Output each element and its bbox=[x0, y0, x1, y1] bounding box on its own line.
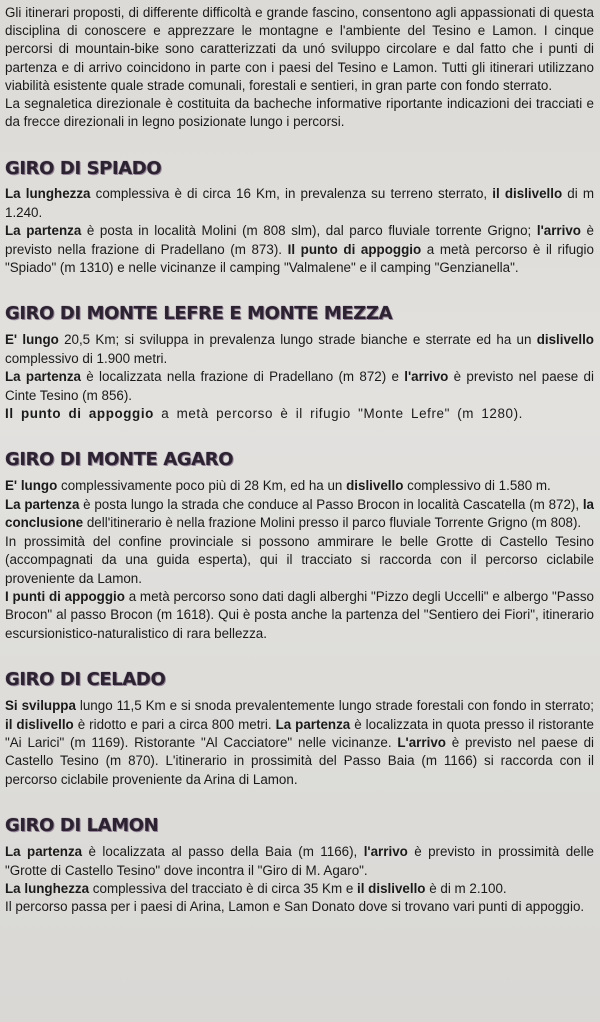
label: La lunghezza bbox=[5, 880, 90, 896]
text: complessivo di 1.580 m. bbox=[403, 478, 551, 494]
text: è di m 2.100. bbox=[425, 880, 507, 896]
text: è posta lungo la strada che conduce al Passo Brocon in località Cascatella (m 872), bbox=[79, 496, 583, 512]
label: il dislivello bbox=[492, 186, 563, 202]
text: complessiva è di circa 16 Km, in prevalenza su terreno sterrato, bbox=[90, 186, 493, 202]
lamon-length-paragraph bbox=[5, 880, 594, 898]
lefre-start-paragraph bbox=[5, 368, 594, 405]
section-lefre bbox=[5, 303, 594, 423]
label: il dislivello bbox=[5, 716, 74, 732]
text: complessiva del tracciato è di circa 35 Km e bbox=[89, 880, 358, 896]
section-celado bbox=[5, 669, 594, 789]
label: Il punto di appoggio bbox=[5, 406, 154, 422]
label: La partenza bbox=[5, 369, 81, 385]
label: L'arrivo bbox=[397, 734, 446, 750]
text: a metà percorso sono dati dagli alberghi "Pizzo degli Uccelli" e albergo "Passo Brocon" al passo Brocon (m 1618). Qui è posta anche la partenza del "Sentiero dei Fiori", itinerario escursionistico-naturalistico di rara bellezza. bbox=[5, 588, 594, 641]
intro-text: Gli itinerari proposti, di differente difficoltà e grande fascino, consentono agli appassionati di questa disciplina di conoscere e apprezzare le montagne e l'ambiente del Tesino e Lamon. I cinque percorsi di mountain-bike sono caratterizzati da unó sviluppo circolare e dal fatto che i punti di partenza e di arrivo coincidono in parte con i paesi del Tesino e Lamon. Tutti gli itinerari utilizzano viabilità esistente quale strade comunali, forestali e sentieri, in gran parte con fondo sterrato. bbox=[5, 5, 594, 93]
label: Il punto di appoggio bbox=[287, 241, 422, 257]
section-title-lefre: GIRO DI MONTE LEFRE E MONTE MEZZA bbox=[5, 303, 393, 325]
signage-text: La segnaletica direzionale è costituita da bacheche informative riportante indicazioni dei tracciati e da frecce direzionali in legno posizionate lungo i percorsi. bbox=[5, 96, 594, 130]
label: La partenza bbox=[5, 844, 83, 860]
text: è previsto in prossimità delle "Grotte di Castello Tesino" dove incontra il "Giro di M. Agaro". bbox=[5, 844, 594, 878]
agaro-caves-paragraph: In prossimità del confine provinciale si possono ammirare le belle Grotte di Castello Tesino (accompagnati da una guida esperta), qui il tracciato si raccorda con il percorso ciclabile proveniente da Lamon. bbox=[5, 533, 594, 586]
text: è localizzata al passo della Baia (m 1166), bbox=[82, 844, 364, 860]
text: è previsto nel paese di Castello Tesino (m 870). L'itinerario in prossimità del Passo Baia (m 1166) si raccorda con il percorso ciclabile proveniente da Arina di Lamon. bbox=[5, 734, 594, 787]
label: l'arrivo bbox=[536, 223, 581, 239]
lamon-start-paragraph bbox=[5, 843, 594, 880]
label: La lunghezza bbox=[5, 186, 91, 202]
text: lungo 11,5 Km e si snoda prevalentemente lungo strade forestali con fondo in sterrato; bbox=[75, 698, 595, 714]
text: a metà percorso è il rifugio "Monte Lefre" (m 1280). bbox=[153, 406, 523, 422]
agaro-start-paragraph bbox=[5, 496, 594, 533]
label: La partenza bbox=[275, 716, 351, 732]
text: è localizzata in quota presso il ristorante "Ai Larici" (m 1169). Ristorante "Al Cacciatore" nelle vicinanze. bbox=[5, 716, 594, 750]
text: complessivamente poco più di 28 Km, ed ha un bbox=[57, 478, 347, 494]
spiado-start-paragraph bbox=[5, 222, 594, 277]
text: è ridotto e pari a circa 800 metri. bbox=[73, 716, 276, 732]
section-spiado bbox=[5, 158, 594, 277]
label: il dislivello bbox=[357, 880, 426, 896]
text: di m 1.240. bbox=[5, 186, 595, 220]
label: dislivello bbox=[346, 478, 404, 494]
section-lamon bbox=[5, 815, 594, 917]
text: è posta in località Molini (m 808 slm), dal parco fluviale torrente Grigno; bbox=[81, 223, 537, 239]
label: l'arrivo bbox=[363, 844, 408, 860]
text: dell'itinerario è nella frazione Molini presso il parco fluviale Torrente Grigno (m 808). bbox=[83, 515, 582, 531]
label: E' lungo bbox=[5, 478, 58, 494]
text: è localizzata nella frazione di Pradellano (m 872) e bbox=[81, 369, 405, 385]
celado-paragraph bbox=[5, 697, 594, 789]
text: a metà percorso è il rifugio "Spiado" (m 1310) e nelle vicinanze il camping "Valmalene" e il camping "Genzianella". bbox=[5, 241, 594, 276]
text: 20,5 Km; si sviluppa in prevalenza lungo strade bianche e sterrate ed ha un bbox=[58, 332, 537, 348]
spiado-length-paragraph bbox=[5, 185, 594, 222]
label: La partenza bbox=[5, 223, 82, 239]
agaro-support-paragraph bbox=[5, 588, 594, 643]
label: I punti di appoggio bbox=[5, 588, 125, 604]
label: l'arrivo bbox=[404, 369, 449, 385]
label: dislivello bbox=[536, 332, 594, 348]
agaro-length-paragraph bbox=[5, 477, 594, 495]
label: E' lungo bbox=[5, 332, 59, 348]
label: Si sviluppa bbox=[5, 698, 76, 714]
signage-paragraph bbox=[5, 95, 594, 131]
text: complessivo di 1.900 metri. bbox=[5, 350, 168, 366]
section-title-celado: GIRO DI CELADO bbox=[5, 669, 166, 691]
intro-paragraph bbox=[5, 4, 594, 95]
section-title-lamon: GIRO DI LAMON bbox=[5, 815, 159, 837]
text: è previsto nel paese di Cinte Tesino (m 856). bbox=[5, 369, 594, 403]
lefre-support-paragraph bbox=[5, 405, 594, 423]
section-agaro bbox=[5, 449, 594, 643]
label: la conclusione bbox=[5, 496, 594, 531]
lefre-length-paragraph bbox=[5, 331, 594, 368]
section-title-agaro: GIRO DI MONTE AGARO bbox=[5, 449, 234, 471]
intro-section bbox=[5, 4, 594, 131]
label: La partenza bbox=[5, 496, 80, 512]
lamon-route-paragraph: Il percorso passa per i paesi di Arina, Lamon e San Donato dove si trovano vari punti di appoggio. bbox=[5, 899, 585, 915]
section-title-spiado: GIRO DI SPIADO bbox=[5, 158, 162, 180]
text: è previsto nella frazione di Pradellano (m 873). bbox=[5, 223, 595, 257]
